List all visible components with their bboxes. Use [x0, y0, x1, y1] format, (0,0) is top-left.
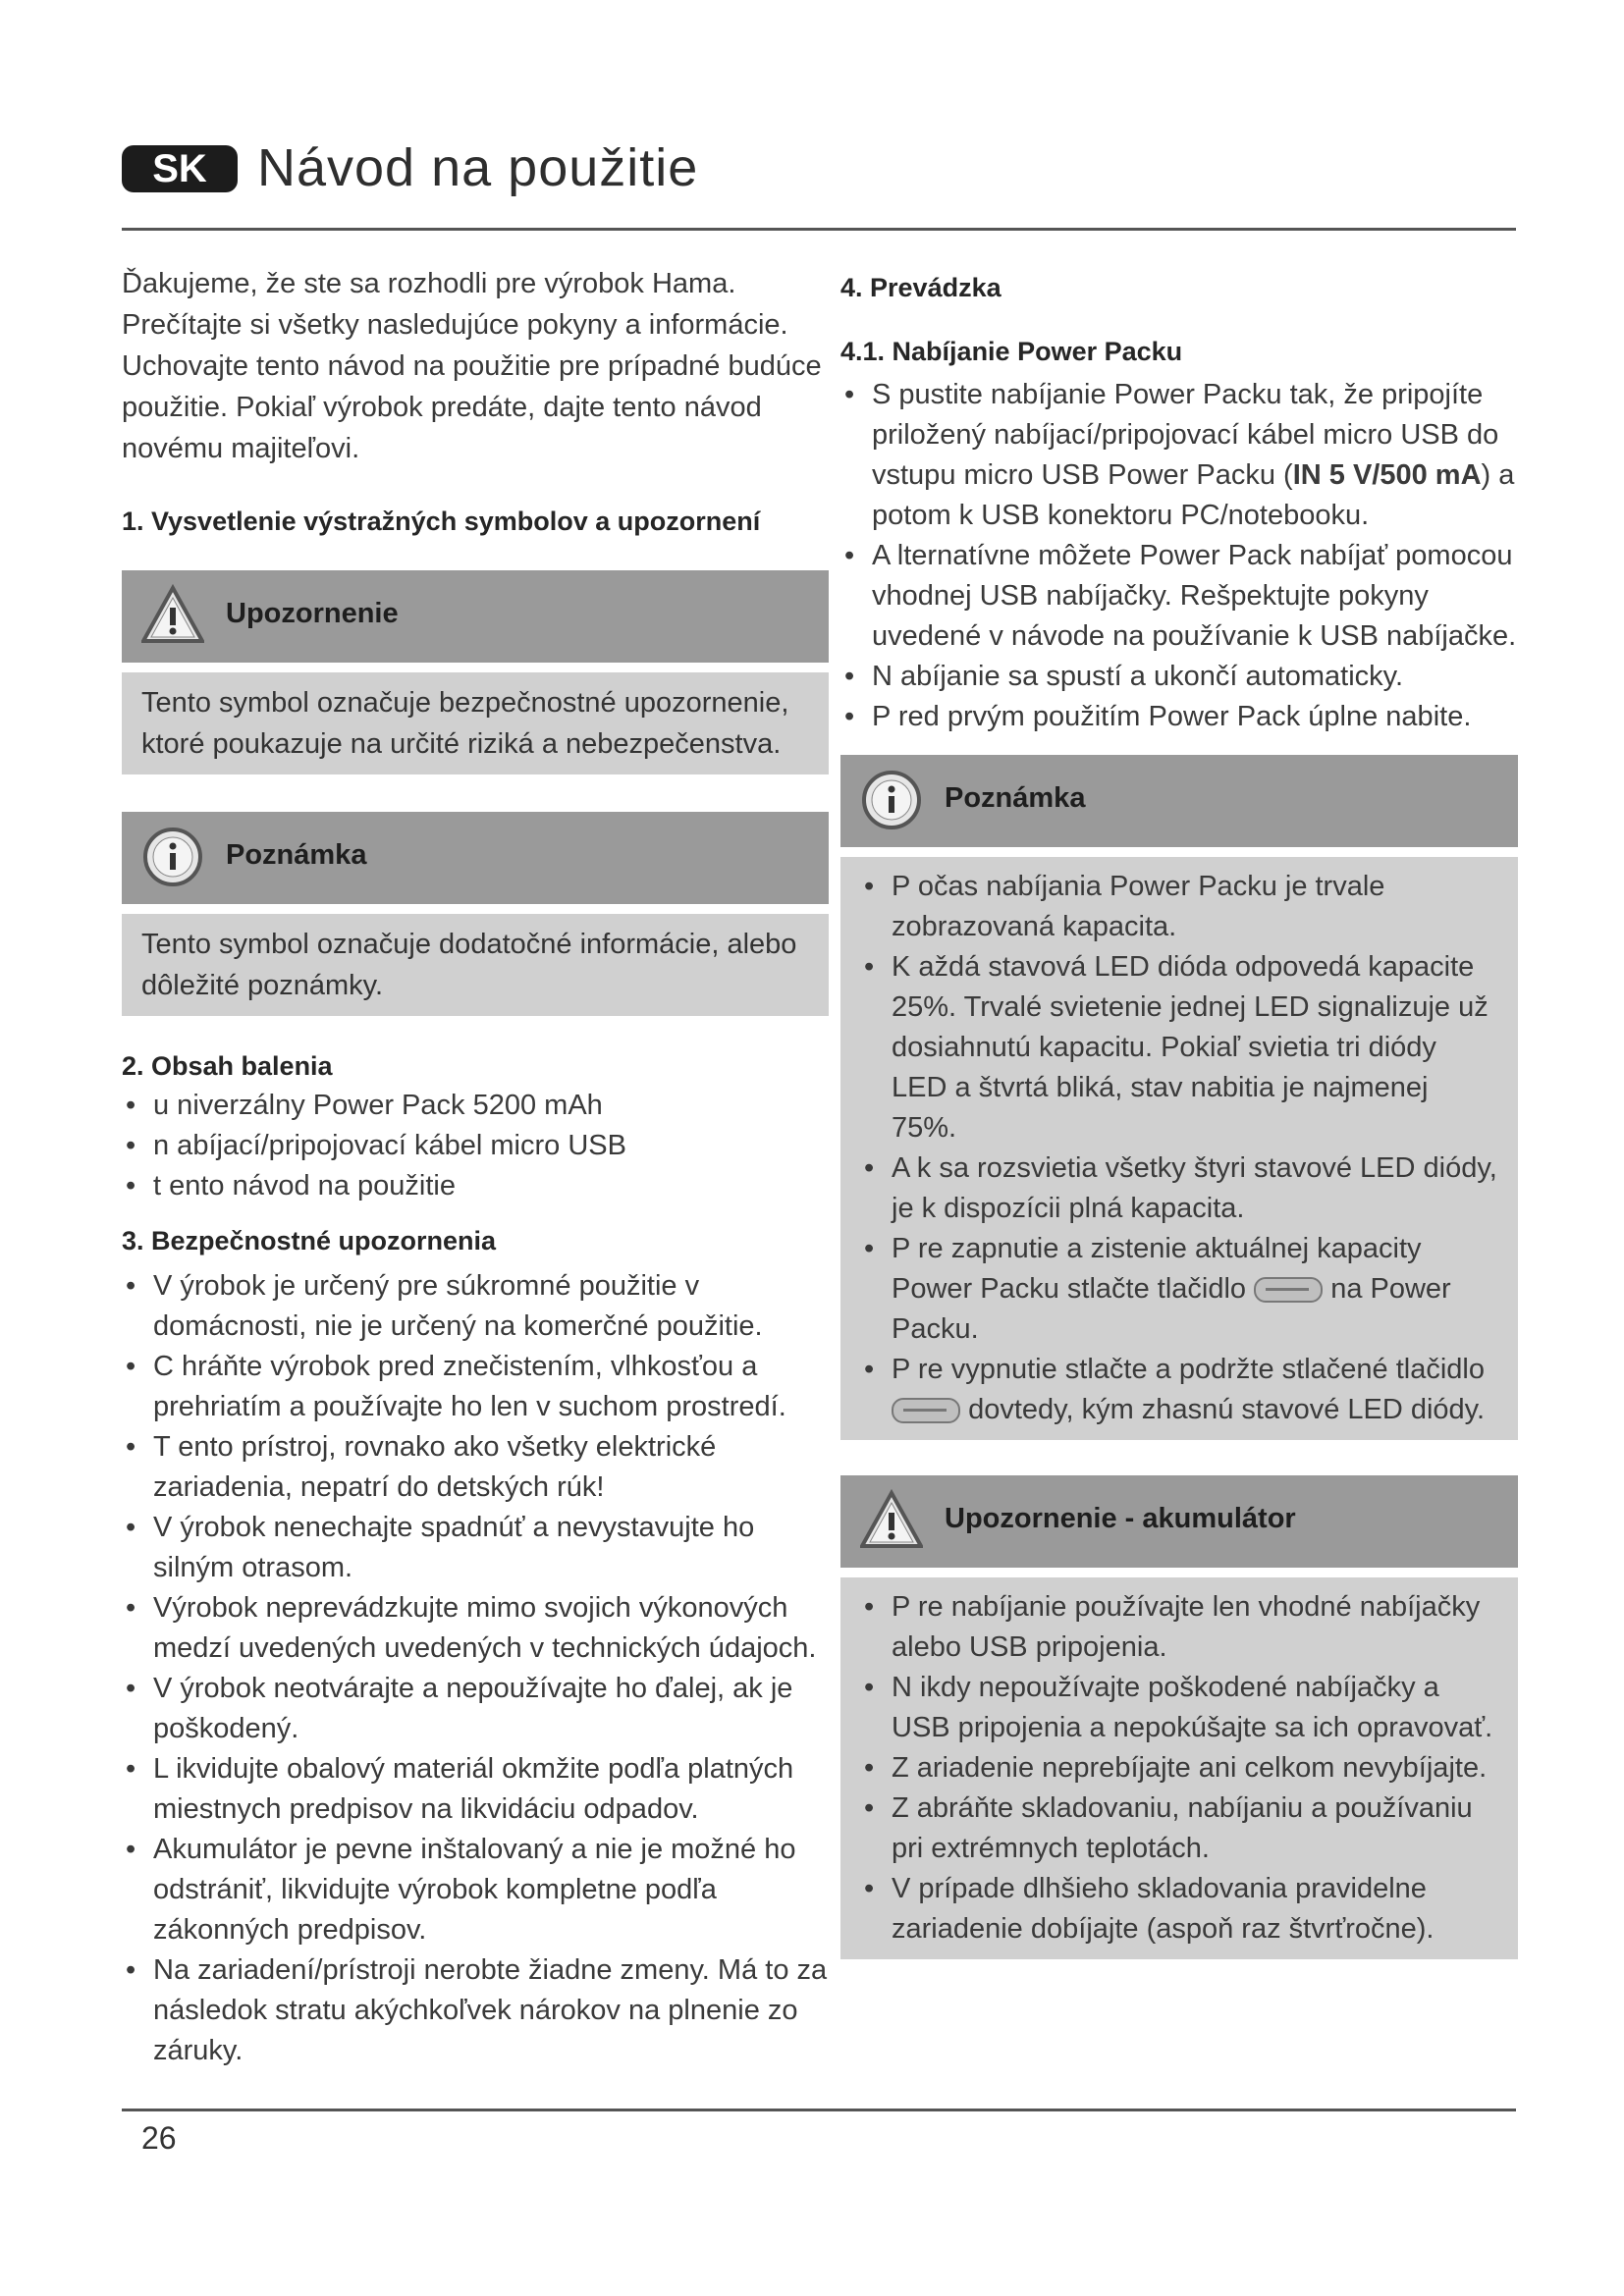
- list-item: • Z abráňte skladovaniu, nabíjaniu a používaniu pri extrémnych teplotách.: [860, 1789, 1498, 1869]
- list-item: [840, 375, 1518, 536]
- list-item: • V prípade dlhšieho skladovania pravidelne zariadenie dobíjajte (aspoň raz štvrťročne).: [860, 1869, 1498, 1949]
- note-box: [122, 812, 829, 1016]
- intro-paragraph: [122, 263, 829, 469]
- intro-line: použitie. Pokiaľ výrobok predáte, dajte tento návod: [122, 392, 762, 423]
- safety-list: [122, 1266, 829, 2071]
- note-box-2: [840, 755, 1518, 1440]
- list-item-text: dovtedy, kým zhasnú stavové LED diódy.: [968, 1394, 1486, 1425]
- note-box-line: Tento symbol označuje dodatočné informácie, alebo: [141, 929, 797, 960]
- list-item: [860, 1229, 1498, 1350]
- intro-line: Ďakujeme, že ste sa rozhodli pre výrobok Hama.: [122, 268, 736, 299]
- list-item: • Na zariadení/prístroji nerobte žiadne zmeny. Má to za následok stratu akýchkoľvek nárokov na plnenie zo záruky.: [122, 1950, 829, 2071]
- section-4-1-heading: 4.1. Nabíjanie Power Packu: [840, 337, 1183, 366]
- list-item: • t ento návod na použitie: [122, 1166, 829, 1206]
- list-item-text: P re zapnutie a zistenie aktuálnej kapacity Power Packu stlačte tlačidlo: [892, 1233, 1422, 1305]
- note-box-line: dôležité poznámky.: [141, 970, 384, 1001]
- footer-divider: [122, 2109, 1516, 2111]
- list-item: • V ýrobok nenechajte spadnúť a nevystavujte ho silným otrasom.: [122, 1508, 829, 1588]
- intro-line: Prečítajte si všetky nasledujúce pokyny a informácie.: [122, 309, 788, 341]
- intro-line: novému majiteľovi.: [122, 433, 360, 464]
- list-item: • T ento prístroj, rovnako ako všetky elektrické zariadenia, nepatrí do detských rúk!: [122, 1427, 829, 1508]
- list-item: • K aždá stavová LED dióda odpovedá kapacite 25%. Trvalé svietenie jednej LED signalizuje už dosiahnutú kapacitu. Pokiaľ svietia tri diódy LED a štvrtá bliká, stav nabitia je najmenej 75%.: [860, 947, 1498, 1148]
- list-item: • A k sa rozsvietia všetky štyri stavové LED diódy, je k dispozícii plná kapacita.: [860, 1148, 1498, 1229]
- list-item: • u niverzálny Power Pack 5200 mAh: [122, 1086, 829, 1126]
- list-item: • P očas nabíjania Power Packu je trvale zobrazovaná kapacita.: [860, 867, 1498, 947]
- note-box-body: [122, 914, 829, 1016]
- list-item: • n abíjací/pripojovací kábel micro USB: [122, 1126, 829, 1166]
- list-item: • N abíjanie sa spustí a ukončí automaticky.: [840, 657, 1518, 697]
- package-contents-list: [122, 1086, 829, 1206]
- note-box-2-header: [840, 755, 1518, 847]
- list-item: • V ýrobok neotvárajte a nepoužívajte ho ďalej, ak je poškodený.: [122, 1669, 829, 1749]
- right-column: [840, 263, 1518, 1959]
- list-item-text: na Power Packu.: [892, 1273, 1451, 1345]
- section-2-heading: 2. Obsah balenia: [122, 1051, 333, 1081]
- warning-triangle-icon: [860, 1489, 923, 1552]
- note-box-2-title: Poznámka: [945, 782, 1086, 814]
- battery-warning-box-title: Upozornenie - akumulátor: [945, 1503, 1296, 1534]
- list-item: • V ýrobok je určený pre súkromné použitie v domácnosti, nie je určený na komerčné použitie.: [122, 1266, 829, 1347]
- section-3-heading: 3. Bezpečnostné upozornenia: [122, 1226, 497, 1255]
- list-item: • Z ariadenie neprebíjajte ani celkom nevybíjajte.: [860, 1748, 1498, 1789]
- intro-line: Uchovajte tento návod na použitie pre prípadné budúce: [122, 350, 822, 382]
- section-1-heading: 1. Vysvetlenie výstražných symbolov a upozornení: [122, 507, 761, 536]
- list-item: • P re nabíjanie používajte len vhodné nabíjačky alebo USB pripojenia.: [860, 1587, 1498, 1668]
- left-column: [122, 263, 829, 2071]
- language-badge: SK: [122, 145, 238, 192]
- note-list: [860, 867, 1498, 1430]
- list-item: • L ikvidujte obalový materiál okmžite podľa platných miestnych predpisov na likvidáciu odpadov.: [122, 1749, 829, 1830]
- warning-box: [122, 570, 829, 774]
- page-title: Návod na použitie: [257, 138, 699, 197]
- page-header: [122, 138, 1516, 230]
- warning-box-header: [122, 570, 829, 663]
- power-button-icon: [1254, 1277, 1323, 1303]
- list-item: • Výrobok neprevádzkujte mimo svojich výkonových medzí uvedených uvedených v technických údajoch.: [122, 1588, 829, 1669]
- charging-list: [840, 375, 1518, 737]
- section-4-heading: 4. Prevádzka: [840, 273, 1001, 302]
- note-box-header: [122, 812, 829, 904]
- battery-warning-box-body: [840, 1577, 1518, 1959]
- battery-warning-box-header: [840, 1475, 1518, 1568]
- info-circle-icon: [860, 769, 923, 831]
- info-circle-icon: [141, 826, 204, 888]
- warning-triangle-icon: [141, 584, 204, 647]
- warning-box-title: Upozornenie: [226, 598, 399, 629]
- battery-warning-box: [840, 1475, 1518, 1959]
- input-spec: IN 5 V/500 mA: [1292, 459, 1482, 491]
- page-number: 26: [141, 2120, 177, 2156]
- header-divider: [122, 228, 1516, 231]
- list-item-text: ) a potom k USB konektoru PC/notebooku.: [872, 459, 1515, 531]
- list-item: [860, 1350, 1498, 1430]
- warning-box-line: Tento symbol označuje bezpečnostné upozornenie,: [141, 687, 789, 719]
- note-box-2-body: [840, 857, 1518, 1440]
- list-item: • Akumulátor je pevne inštalovaný a nie je možné ho odstrániť, likvidujte výrobok kompletne podľa zákonných predpisov.: [122, 1830, 829, 1950]
- list-item: • P red prvým použitím Power Pack úplne nabite.: [840, 697, 1518, 737]
- list-item: • A lternatívne môžete Power Pack nabíjať pomocou vhodnej USB nabíjačky. Rešpektujte pokyny uvedené v návode na používanie k USB nabíjačke.: [840, 536, 1518, 657]
- list-item: • N ikdy nepoužívajte poškodené nabíjačky a USB pripojenia a nepokúšajte sa ich opravovať.: [860, 1668, 1498, 1748]
- list-item-text: P re vypnutie stlačte a podržte stlačené tlačidlo: [892, 1354, 1485, 1385]
- note-box-title: Poznámka: [226, 839, 367, 871]
- list-item-text: S pustite nabíjanie Power Packu tak, že pripojíte priložený nabíjací/pripojovací kábel micro USB do vstupu micro USB Power Packu (: [872, 379, 1499, 491]
- list-item: • C hráňte výrobok pred znečistením, vlhkosťou a prehriatím a používajte ho len v suchom prostredí.: [122, 1347, 829, 1427]
- battery-warning-list: [860, 1587, 1498, 1949]
- warning-box-body: [122, 672, 829, 774]
- power-button-icon: [892, 1398, 960, 1423]
- warning-box-line: ktoré poukazuje na určité riziká a nebezpečenstva.: [141, 728, 782, 760]
